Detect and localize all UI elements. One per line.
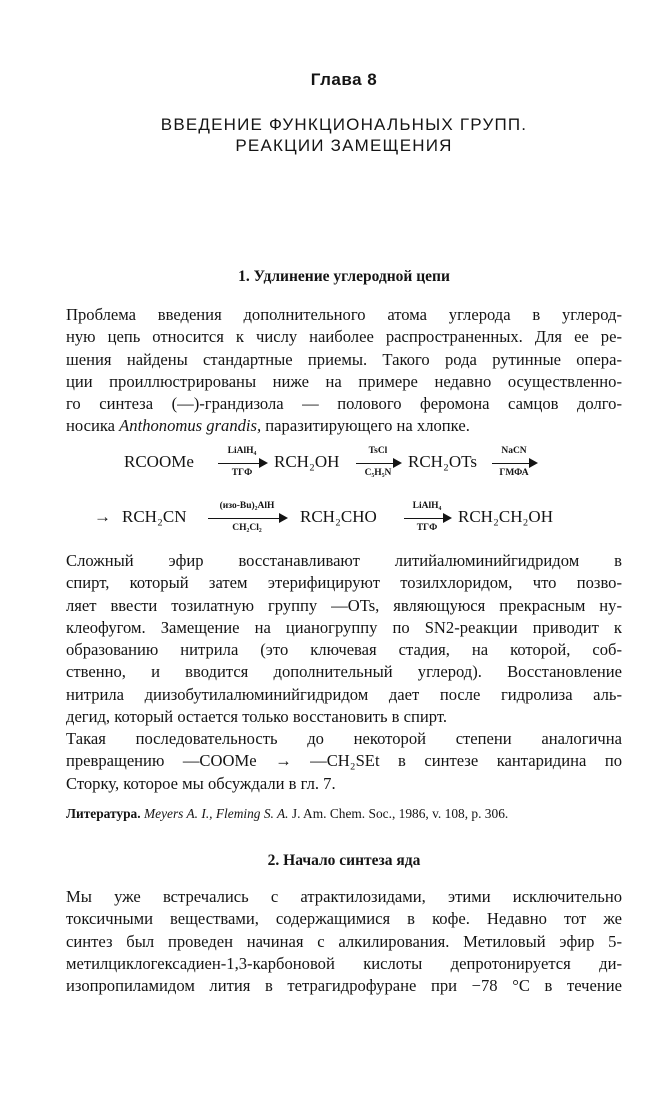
- chapter-label: Глава 8: [310, 70, 378, 89]
- text-line: метилциклогексадиен-1,3-карбоновой кислоты депротонируется ди-: [66, 953, 622, 973]
- text-line: клеофугом. Замещение на цианогруппу по SN2-реакции приводит к: [66, 617, 622, 637]
- section-1-paragraph-3: [66, 728, 622, 795]
- reagent-label: (изо-Bu)₂AlH: [219, 501, 275, 511]
- text-line: Проблема введения дополнительного атома углерода в углерод-: [66, 305, 622, 324]
- literature-reference: [66, 806, 622, 822]
- section-2-paragraph-1: [66, 886, 622, 997]
- reaction-arrow-5: [402, 499, 452, 543]
- reagent-label: TsCl: [368, 446, 388, 456]
- literature-label: Литература.: [66, 806, 141, 821]
- section-2-heading: 2. Начало синтеза яда: [267, 852, 421, 869]
- text-line: ную цепь относится к числу наиболее распространенных. Для ее ре-: [66, 327, 622, 347]
- text-line: токсичными веществами, содержащимися в кофе. Недавно тот же: [66, 909, 622, 929]
- compound-rcoome: RCOOMe: [124, 452, 194, 471]
- species-name: Anthonomus grandis,: [119, 416, 262, 436]
- text-line: ляет ввести тозилатную группу —OTs, являющуюся прекрасным ну-: [66, 595, 622, 615]
- text-line: Мы уже встречались с атрактилозидами, этими исключительно: [66, 887, 622, 906]
- section-1-paragraph-2: [66, 550, 622, 728]
- text-line: [66, 415, 622, 437]
- compound-rch2ots: RCH₂OTs: [408, 452, 477, 471]
- solvent-label: CH₂Cl₂: [232, 523, 262, 533]
- text-line: Сложный эфир восстанавливают литийалюминийгидридом в: [66, 551, 622, 570]
- compound-rch2oh: RCH₂OH: [274, 452, 340, 471]
- reaction-arrow-3: [490, 444, 538, 488]
- text-line: дегид, который остается только восстановить в спирт.: [66, 707, 447, 727]
- text-line: изопропиламидом лития в тетрагидрофуране при −78 °C в течение: [66, 976, 622, 996]
- solvent-label: ГМФА: [499, 468, 529, 478]
- solvent-label: C₅H₅N: [364, 468, 392, 478]
- lead-arrow: →: [94, 507, 111, 526]
- arrow-head-icon: [279, 513, 288, 523]
- solvent-label: ТГФ: [416, 523, 438, 533]
- chapter-title: [66, 114, 622, 156]
- text-line: ции проиллюстрированы ниже на примере недавно осуществленно-: [66, 371, 622, 391]
- text-fragment: паразитирующего на хлопке.: [261, 416, 470, 436]
- chapter-title-line-1: ВВЕДЕНИЕ ФУНКЦИОНАЛЬНЫХ ГРУПП.: [160, 115, 528, 134]
- compound-rch2ch2oh: RCH₂CH₂OH: [458, 507, 553, 526]
- literature-authors: Meyers A. I., Fleming S. A.: [143, 806, 289, 821]
- solvent-label: ТГФ: [231, 468, 253, 478]
- text-line: ственно, и вводится дополнительный углерод). Восстановление: [66, 662, 622, 682]
- reagent-label: NaCN: [501, 446, 527, 456]
- section-1-heading: 1. Удлинение углеродной цепи: [238, 268, 450, 285]
- text-line: превращению —COOMe → —CH₂SEt в синтезе кантаридина по: [66, 751, 622, 771]
- compound-rch2cn: RCH₂CN: [122, 507, 187, 526]
- reaction-arrow-2: [354, 444, 402, 488]
- text-fragment: носика: [66, 416, 120, 436]
- compound-rch2cho: RCH₂CHO: [300, 507, 377, 526]
- reaction-arrow-1: [216, 444, 268, 488]
- reagent-label: LiAlH₄: [412, 501, 442, 511]
- reagent-label: LiAlH₄: [227, 446, 257, 456]
- chapter-title-line-2: РЕАКЦИИ ЗАМЕЩЕНИЯ: [235, 136, 453, 155]
- arrow-head-icon: [443, 513, 452, 523]
- text-line: синтез был проведен начиная с алкилирования. Метиловый эфир 5-: [66, 931, 622, 951]
- arrow-head-icon: [259, 458, 268, 468]
- arrow-head-icon: [529, 458, 538, 468]
- section-1-paragraph-1: [66, 304, 622, 438]
- text-line: шения найдены стандартные приемы. Такого рода рутинные опера-: [66, 349, 622, 369]
- reaction-arrow-4: [206, 499, 288, 543]
- text-line: Такая последовательность до некоторой степени аналогична: [66, 729, 622, 748]
- literature-journal: J. Am. Chem. Soc., 1986, v. 108, p. 306.: [291, 806, 509, 821]
- arrow-head-icon: [393, 458, 402, 468]
- text-line: спирт, который затем этерифицируют тозилхлоридом, что позво-: [66, 573, 622, 593]
- text-line: образованию нитрила (это ключевая стадия, на которой, соб-: [66, 640, 622, 660]
- reaction-scheme: [66, 444, 622, 554]
- text-line: го синтеза (—)-грандизола — полового феромона самцов долго-: [66, 394, 622, 414]
- text-line: Сторку, которое мы обсуждали в гл. 7.: [66, 773, 336, 793]
- text-line: нитрила диизобутилалюминийгидридом дает после гидролиза аль-: [66, 684, 622, 704]
